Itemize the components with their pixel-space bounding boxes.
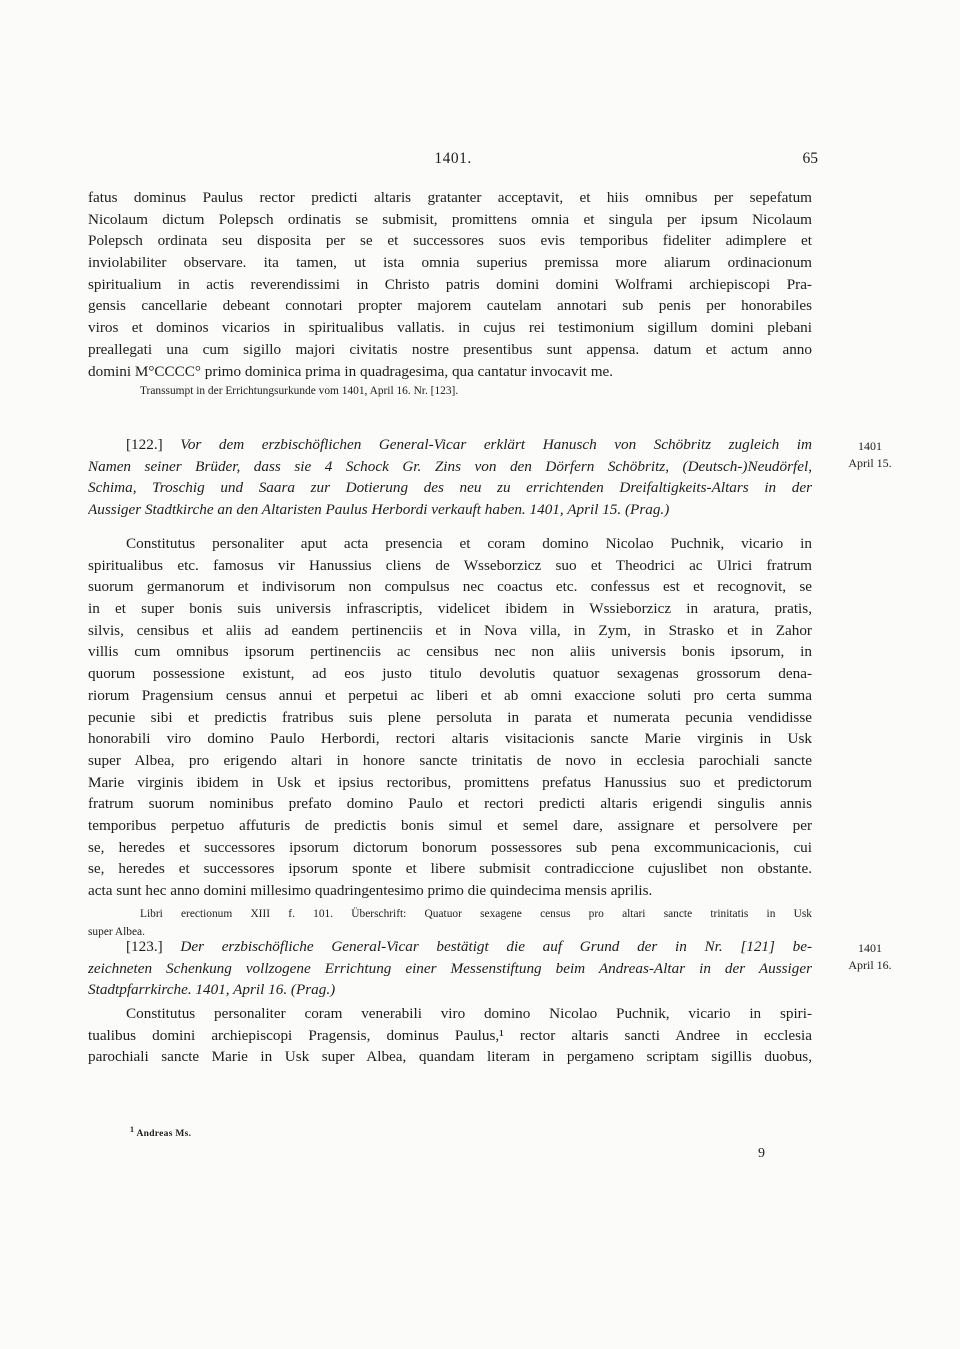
heading-line: Schima, Troschig und Saara zur Dotierung des neu zu errichtenden Dreifaltigkeits-Altars in der <box>88 479 812 497</box>
text-line: domini M°CCCC° primo dominica prima in quadragesima, qua cantatur invocavit me. <box>88 362 614 380</box>
text-line: gensis cancellarie debeant connotari propter majorem cautelam annotari sub penis per honorabiles <box>88 297 812 315</box>
text-line: fratrum suorum nominibus prefato domino Paulo et rectori predicti altaris erigendi singulis annis <box>88 795 812 813</box>
running-head-year: 1401. <box>434 150 472 167</box>
source-note: Transsumpt in der Errichtungsurkunde vom 1401, April 16. Nr. [123]. <box>140 385 459 398</box>
text-line: viros et dominos vicarios in spiritualibus vallatis. in cujus rei testimonium sigillum domini plebani <box>88 319 812 337</box>
heading-line: zeichneten Schenkung vollzogene Errichtung einer Messenstiftung beim Andreas-Altar in der Aussiger <box>88 959 812 977</box>
text-line: tualibus domini archiepiscopi Pragensis, dominus Paulus,¹ rector altaris sancti Andree in ecclesia <box>88 1026 812 1044</box>
heading-line: Der erzbischöfliche General-Vicar bestätigt die auf Grund der in Nr. [121] be- <box>180 938 812 955</box>
signature-mark: 9 <box>758 1146 765 1161</box>
doc-122-number: [122.] <box>126 436 163 453</box>
footnote-mark: 1 <box>130 1125 135 1134</box>
heading-line: Vor dem erzbischöflichen General-Vicar erklärt Hanusch von Schöbritz zugleich im <box>180 436 812 453</box>
text-line: fatus dominus Paulus rector predicti altaris gratanter acceptavit, et hiis omnibus per sepefatum <box>88 189 812 206</box>
text-line: spiritualibus etc. famosus vir Hanussius cliens de Wsseborzicz suo et Theodrici ac Ulrici fratrum <box>88 556 812 574</box>
page-number: 65 <box>802 150 818 167</box>
text-line: pecunie sibi et predictis fratribus suis plene persoluta in parata et numerata pecunia vendidisse <box>88 708 812 726</box>
text-line: suorum germanorum et indivisorum non compulsus nec coactus etc. confessus est et recognovit, se <box>88 578 812 596</box>
margin-year: 1401 <box>858 941 882 955</box>
text-line: in et super bonis suis universis infrascriptis, videlicet ibidem in Wssieborzicz in aratura, pratis, <box>88 600 812 618</box>
text-line: super Albea, pro erigendo altari in honore sancte trinitatis de novo in ecclesia parochiali sancte <box>88 751 812 769</box>
footnote <box>130 1125 191 1139</box>
text-line: Nicolaum dictum Polepsch ordinatis se submisit, promittens omnia et singula per ipsum Nicolaum <box>88 210 812 228</box>
doc-122-body <box>88 533 812 941</box>
footnote-text: Andreas Ms. <box>136 1129 192 1140</box>
margin-day: April 16. <box>848 958 892 972</box>
doc-123-number: [123.] <box>126 938 163 955</box>
doc-122-heading <box>88 434 812 521</box>
text-line: preallegati una cum sigillo majori civitatis nostre presentibus sunt appensa. datum et actum anno <box>88 340 812 358</box>
text-line: riorum Pragensium census annui et perpetui ac liberi et ab omni exaccione soluti pro certa summa <box>88 686 812 704</box>
margin-date-123 <box>838 940 902 974</box>
text-line: inviolabiliter observare. ita tamen, ut ista omnia superius premissa more aliarum ordinacionum <box>88 254 812 272</box>
heading-line: Stadtpfarrkirche. 1401, April 16. (Prag.) <box>88 981 336 999</box>
text-line: spiritualium in actis reverendissimi in Christo patris domini domini Wolframi archiepiscopi Pra- <box>88 275 812 293</box>
source-note: super Albea. <box>88 925 145 938</box>
heading-line: Aussiger Stadtkirche an den Altaristen Paulus Herbordi verkauft haben. 1401, April 15. (Prag.) <box>88 501 670 519</box>
text-line: villis cum omnibus ipsorum pertinenciis ac censibus nec non aliis universis bonis ipsorum, in <box>88 643 812 661</box>
source-note: Libri erectionum XIII f. 101. Überschrift: Quatuor sexagene census pro altari sancte trinitatis in Usk <box>140 907 812 920</box>
text-line: temporibus perpetuo affuturis de predictis bonis simul et semel dare, assignare et persolvere per <box>88 816 812 834</box>
heading-line: Namen seiner Brüder, dass sie 4 Schock Gr. Zins von den Dörfern Schöbritz, (Deutsch-)Neudörfel, <box>88 457 812 475</box>
text-line: Marie virginis ibidem in Usk et ipsius rectoribus, promittens prefatus Hanussius suo et predictorum <box>88 773 812 791</box>
text-line: parochiali sancte Marie in Usk super Albea, quandam literam in pergameno scriptam sigillis duobus, <box>88 1048 812 1066</box>
text-line: Polepsch ordinata seu disposita per se et successores suos evis temporibus fideliter adimplere et <box>88 232 812 250</box>
text-line: acta sunt hec anno domini millesimo quadringentesimo primo die quindecima mensis aprilis. <box>88 882 653 899</box>
text-line: se, heredes et successores ipsorum sponte et libere submisit contradiccione cujuslibet non obstante. <box>88 860 812 878</box>
margin-date-122 <box>838 438 902 472</box>
doc-123-body <box>88 1003 812 1068</box>
text-line: quorum possessione existunt, ad eos justo titulo devolutis quatuor sexagenas grossorum dena- <box>88 665 812 683</box>
continuation-paragraph <box>88 187 812 400</box>
text-line: silvis, censibus et aliis ad eandem pertinenciis et in Nova villa, in Zym, in Strasko et in Zahor <box>88 621 812 639</box>
doc-123-heading <box>88 936 812 1001</box>
text-line: Constitutus personaliter aput acta presencia et coram domino Nicolao Puchnik, vicario in <box>126 535 812 552</box>
margin-year: 1401 <box>858 439 882 453</box>
running-head <box>88 150 818 172</box>
text-line: se, heredes et successores ipsorum dictorum bonorum possessores sub pena excommunicacionis, cui <box>88 838 812 856</box>
text-line: honorabili viro domino Paulo Herbordi, rectori altaris visitacionis sancte Marie virginis in Usk <box>88 730 812 748</box>
margin-day: April 15. <box>848 456 892 470</box>
text-line: Constitutus personaliter coram venerabili viro domino Nicolao Puchnik, vicario in spiri- <box>126 1005 812 1022</box>
